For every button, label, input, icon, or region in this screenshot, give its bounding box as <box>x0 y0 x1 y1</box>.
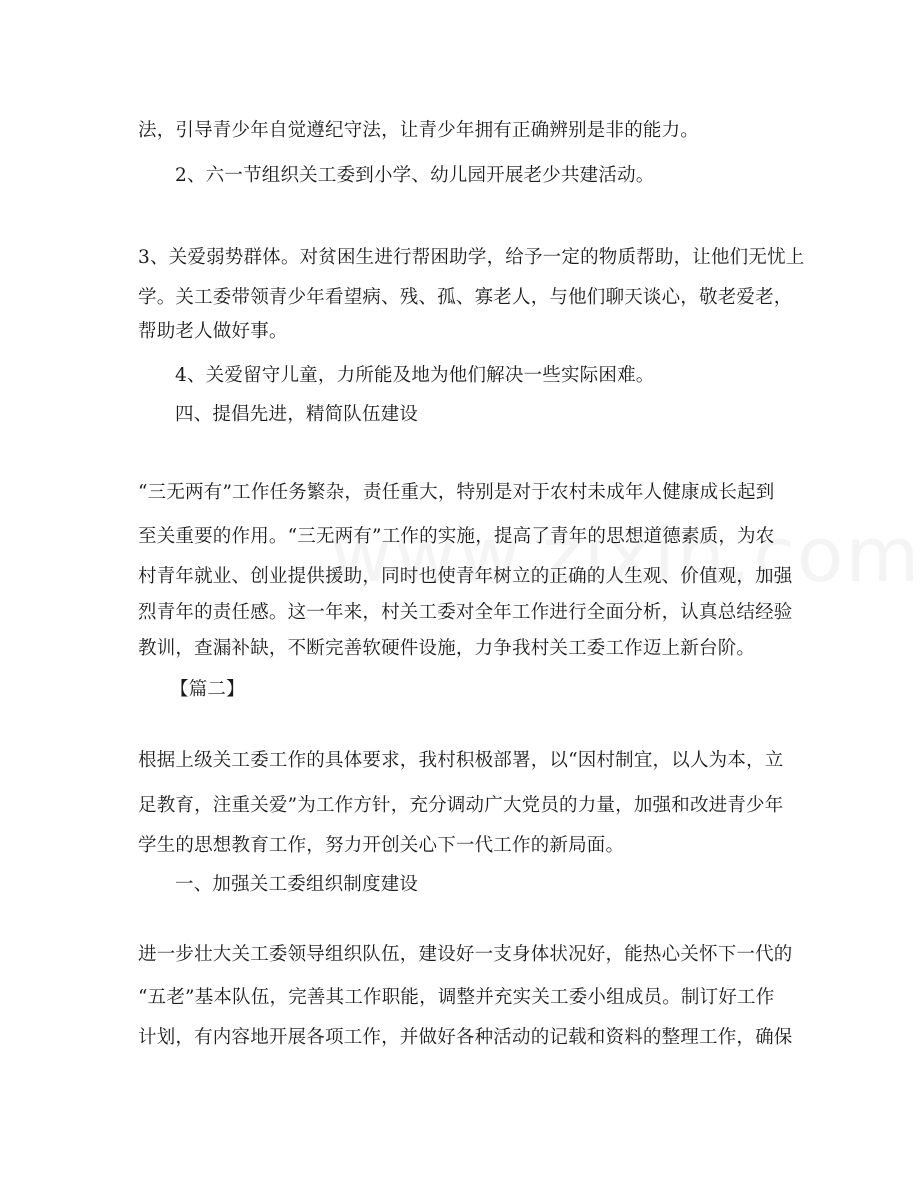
text-line: 2、六一节组织关工委到小学、幼儿园开展老少共建活动。 <box>175 165 655 186</box>
text-line: 足教育，注重关爱”为工作方针，充分调动广大党员的力量，加强和改进青少年 <box>138 795 784 816</box>
text-line: 教训，查漏补缺，不断完善软硬件设施，力争我村关工委工作迈上新台阶。 <box>138 638 756 659</box>
text-line: 村青年就业、创业提供援助，同时也使青年树立的正确的人生观、价值观，加强 <box>138 566 793 587</box>
section-heading: 【篇二】 <box>170 679 245 700</box>
section-heading: 四、提倡先进，精简队伍建设 <box>175 404 419 425</box>
section-heading: 一、加强关工委组织制度建设 <box>175 874 419 895</box>
text-line: 至关重要的作用。“三无两有”工作的实施，提高了青年的思想道德素质，为农 <box>138 526 775 547</box>
text-line: “三无两有”工作任务繁杂，责任重大，特别是对于农村未成年人健康成长起到 <box>138 482 775 503</box>
text-line: 进一步壮大关工委领导组织队伍，建设好一支身体状况好，能热心关怀下一代的 <box>138 944 793 965</box>
text-line: 帮助老人做好事。 <box>138 321 288 342</box>
text-line: 学。关工委带领青少年看望病、残、孤、寡老人，与他们聊天谈心，敬老爱老， <box>138 287 793 308</box>
text-line: 烈青年的责任感。这一年来，村关工委对全年工作进行全面分析，认真总结经验 <box>138 602 793 623</box>
text-line: 3、关爱弱势群体。对贫困生进行帮困助学，给予一定的物质帮助，让他们无忧上 <box>138 247 805 268</box>
text-line: 法，引导青少年自觉遵纪守法，让青少年拥有正确辨别是非的能力。 <box>138 120 700 141</box>
text-line: 学生的思想教育工作，努力开创关心下一代工作的新局面。 <box>138 835 625 856</box>
text-line: “五老”基本队伍，完善其工作职能，调整并充实关工委小组成员。制订好工作 <box>138 987 775 1008</box>
text-line: 计划，有内容地开展各项工作，并做好各种活动的记载和资料的整理工作，确保 <box>138 1027 793 1048</box>
text-line: 4、关爱留守儿童，力所能及地为他们解决一些实际困难。 <box>175 365 655 386</box>
text-line: 根据上级关工委工作的具体要求，我村积极部署，以“因村制宜，以人为本，立 <box>138 750 784 771</box>
